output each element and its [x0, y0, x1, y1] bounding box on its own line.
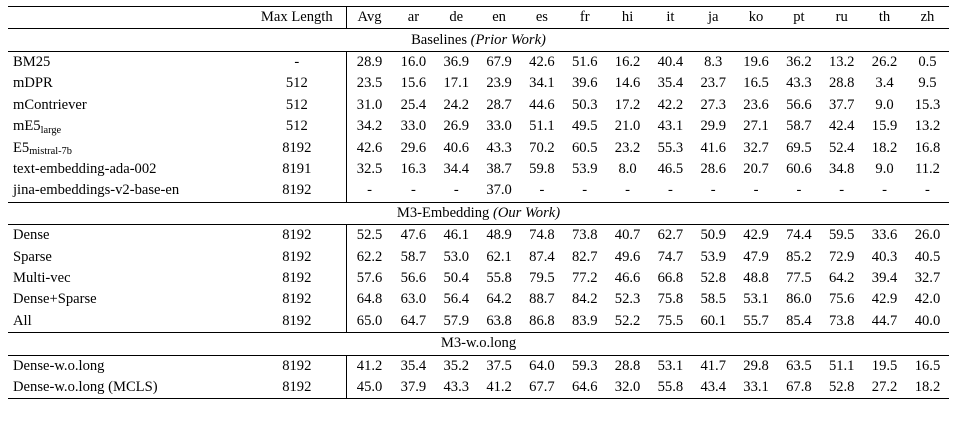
cell-max-length: 8192 [282, 248, 312, 265]
header-lang-th: th [863, 7, 906, 29]
table-header [8, 7, 949, 29]
cell-score-de: 26.9 [443, 118, 470, 135]
cell-score-de: 24.2 [443, 96, 470, 113]
cell-score-de: 40.6 [443, 139, 470, 156]
cell-score-it: - [667, 182, 673, 199]
cell-model-name: mContriever [13, 96, 87, 113]
cell-score-it: 55.3 [657, 139, 684, 156]
model-name-base: mE5 [13, 118, 41, 135]
cell-score-en: 23.9 [486, 75, 512, 92]
cell-score-ko: 47.9 [743, 248, 769, 265]
cell-score-en: 63.8 [486, 312, 512, 329]
cell-score-pt: 67.8 [777, 377, 820, 399]
cell-score-de: 56.4 [443, 291, 470, 308]
cell-max-length: - [248, 51, 347, 73]
cell-score-pt: 86.0 [786, 291, 812, 308]
cell-score-ko: - [753, 182, 759, 199]
cell-model-name: Dense-w.o.long (MCLS) [8, 377, 248, 399]
cell-score-th: 33.6 [863, 225, 906, 247]
cell-score-ru: 52.8 [820, 377, 863, 399]
header-lang-pt: pt [777, 7, 820, 29]
cell-score-ko: 53.1 [743, 291, 769, 308]
cell-max-length: 8192 [248, 377, 347, 399]
cell-score-hi: 17.2 [614, 96, 641, 113]
table-row [8, 355, 949, 377]
table-row [8, 246, 949, 267]
cell-score-pt: 60.6 [786, 160, 812, 177]
cell-score-fr: 39.6 [571, 75, 598, 92]
cell-score-ko: 20.7 [743, 160, 769, 177]
cell-score-hi: 32.0 [606, 377, 649, 399]
cell-score-en: 41.2 [478, 377, 521, 399]
cell-model-name: Dense+Sparse [13, 291, 97, 308]
cell-score-ru: - [839, 182, 845, 199]
cell-score-ru: 51.1 [820, 355, 863, 377]
cell-score-hi: 16.2 [606, 51, 649, 73]
cell-model-name: jina-embeddings-v2-base-en [13, 182, 180, 199]
cell-score-fr: 77.2 [571, 269, 598, 286]
cell-score-pt: 63.5 [777, 355, 820, 377]
cell-score-es: 64.0 [521, 355, 564, 377]
table-row [8, 51, 949, 73]
cell-score-zh: 15.3 [914, 96, 941, 113]
cell-score-hi: 21.0 [614, 118, 641, 135]
cell-score-hi: 49.6 [614, 248, 641, 265]
cell-score-ru: 52.4 [828, 139, 855, 156]
cell-score-ar: 58.7 [400, 248, 427, 265]
model-name-base: E5 [13, 139, 30, 156]
cell-score-fr: 84.2 [571, 291, 598, 308]
cell-score-pt: 56.6 [786, 96, 812, 113]
cell-score-ko: 29.8 [735, 355, 778, 377]
header-lang-it: it [649, 7, 692, 29]
cell-max-length: 8192 [248, 355, 347, 377]
table-row [8, 137, 949, 158]
table-row [8, 180, 949, 202]
cell-score-fr: 82.7 [571, 248, 598, 265]
cell-score-ja: 60.1 [700, 312, 726, 329]
cell-model-name: Sparse [13, 248, 52, 265]
cell-score-fr: 51.6 [563, 51, 606, 73]
cell-score-avg: 65.0 [347, 311, 392, 333]
section-header-row [8, 29, 949, 51]
cell-score-th: 39.4 [871, 269, 898, 286]
cell-score-zh: 26.0 [906, 225, 949, 247]
cell-score-fr: 53.9 [571, 160, 598, 177]
cell-score-ru: 64.2 [828, 269, 855, 286]
table-row [8, 289, 949, 310]
cell-score-en: 62.1 [486, 248, 512, 265]
cell-score-pt: 36.2 [777, 51, 820, 73]
cell-score-it: 74.7 [657, 248, 684, 265]
header-model [8, 7, 248, 29]
cell-score-zh: 16.8 [914, 139, 941, 156]
cell-model-name: Dense-w.o.long [8, 355, 248, 377]
cell-score-ar: 16.3 [400, 160, 427, 177]
cell-score-es: 59.8 [529, 160, 555, 177]
cell-score-it: 66.8 [657, 269, 684, 286]
cell-score-avg: 32.5 [347, 159, 392, 180]
model-name-subscript: mistral-7b [29, 146, 72, 158]
cell-score-hi: 14.6 [614, 75, 641, 92]
cell-score-avg: 41.2 [347, 355, 392, 377]
cell-max-length: 512 [285, 118, 308, 135]
cell-score-avg: 31.0 [347, 95, 392, 116]
cell-score-ru: 42.4 [828, 118, 855, 135]
cell-score-ru: 59.5 [820, 225, 863, 247]
cell-score-en: 43.3 [486, 139, 512, 156]
cell-score-th: 44.7 [871, 312, 898, 329]
cell-score-es: - [539, 182, 545, 199]
cell-score-th: 19.5 [863, 355, 906, 377]
cell-score-pt: 43.3 [786, 75, 812, 92]
cell-max-length: 8192 [282, 312, 312, 329]
cell-score-ja: 8.3 [692, 51, 735, 73]
cell-score-de: 34.4 [443, 160, 470, 177]
cell-score-pt: 77.5 [786, 269, 812, 286]
cell-score-en: 28.7 [486, 96, 512, 113]
cell-score-de: 17.1 [443, 75, 470, 92]
section-header-row [8, 202, 949, 224]
header-lang-ar: ar [392, 7, 435, 29]
section-label-note: (Prior Work) [470, 31, 546, 48]
cell-max-length: 8192 [282, 139, 312, 156]
cell-score-ru: 73.8 [828, 312, 855, 329]
cell-score-ko: 42.9 [735, 225, 778, 247]
cell-model-name: All [13, 312, 32, 329]
section-label-main: Baselines [411, 31, 467, 48]
cell-score-hi: 46.6 [614, 269, 641, 286]
cell-score-zh: - [925, 182, 930, 199]
cell-score-hi: 28.8 [606, 355, 649, 377]
cell-score-de: 50.4 [443, 269, 470, 286]
cell-score-ko: 32.7 [743, 139, 769, 156]
cell-score-de: 43.3 [435, 377, 478, 399]
cell-score-ja: 23.7 [700, 75, 726, 92]
cell-score-zh: 16.5 [906, 355, 949, 377]
cell-score-ja: 58.5 [700, 291, 726, 308]
cell-score-hi: 8.0 [618, 160, 637, 177]
cell-score-fr: - [582, 182, 588, 199]
section-label-note: (Our Work) [492, 204, 561, 221]
cell-score-ja: - [710, 182, 716, 199]
cell-score-fr: 60.5 [571, 139, 598, 156]
cell-score-zh: 13.2 [914, 118, 941, 135]
header-avg: Avg [347, 7, 392, 29]
cell-score-zh: 40.0 [914, 312, 941, 329]
cell-score-avg: 64.8 [347, 289, 392, 310]
table-row [8, 73, 949, 94]
cell-score-pt: 58.7 [786, 118, 812, 135]
cell-score-avg: 52.5 [347, 225, 392, 247]
cell-score-it: 46.5 [657, 160, 684, 177]
cell-score-hi: 23.2 [614, 139, 641, 156]
cell-score-fr: 83.9 [571, 312, 598, 329]
cell-score-th: 15.9 [871, 118, 898, 135]
cell-score-de: 46.1 [435, 225, 478, 247]
cell-score-de: 35.2 [435, 355, 478, 377]
section-label [8, 333, 949, 355]
cell-score-es: 51.1 [529, 118, 555, 135]
header-lang-de: de [435, 7, 478, 29]
cell-score-ko: 55.7 [743, 312, 769, 329]
table-body [8, 29, 949, 399]
cell-max-length: 8191 [282, 160, 312, 177]
cell-score-th: 9.0 [875, 160, 894, 177]
cell-score-th: 27.2 [863, 377, 906, 399]
table-row [8, 159, 949, 180]
cell-score-it: 53.1 [649, 355, 692, 377]
cell-score-es: 74.8 [521, 225, 564, 247]
cell-score-it: 43.1 [657, 118, 684, 135]
cell-score-zh: 42.0 [914, 291, 941, 308]
cell-score-avg: 42.6 [347, 137, 392, 158]
cell-score-th: 18.2 [871, 139, 898, 156]
cell-max-length: 8192 [282, 291, 312, 308]
section-header-row [8, 333, 949, 355]
cell-score-fr: 49.5 [571, 118, 598, 135]
cell-score-de: 57.9 [443, 312, 470, 329]
cell-score-ko: 23.6 [743, 96, 769, 113]
table-row [8, 225, 949, 247]
cell-score-ru: 72.9 [828, 248, 855, 265]
cell-score-ko: 19.6 [735, 51, 778, 73]
cell-model-name: Dense [8, 225, 248, 247]
cell-score-pt: 85.2 [786, 248, 812, 265]
header-lang-fr: fr [563, 7, 606, 29]
cell-score-es: 87.4 [529, 248, 555, 265]
cell-score-zh: 18.2 [906, 377, 949, 399]
cell-model-name: mDPR [13, 75, 53, 92]
section-label [8, 29, 949, 51]
cell-score-th: 40.3 [871, 248, 898, 265]
cell-score-en: 33.0 [486, 118, 512, 135]
cell-score-th: 3.4 [875, 75, 894, 92]
cell-score-ru: 34.8 [828, 160, 855, 177]
cell-score-th: 26.2 [863, 51, 906, 73]
cell-score-ar: 33.0 [400, 118, 427, 135]
cell-score-ja: 27.3 [700, 96, 726, 113]
cell-score-it: 55.8 [649, 377, 692, 399]
cell-score-avg: 28.9 [347, 51, 392, 73]
cell-score-it: 40.4 [649, 51, 692, 73]
cell-score-ja: 43.4 [692, 377, 735, 399]
cell-score-pt: 69.5 [786, 139, 812, 156]
cell-model-name [8, 137, 248, 158]
cell-score-hi: 40.7 [606, 225, 649, 247]
cell-score-it: 42.2 [657, 96, 684, 113]
header-lang-ja: ja [692, 7, 735, 29]
cell-score-en: 55.8 [486, 269, 512, 286]
cell-score-it: 75.8 [657, 291, 684, 308]
cell-score-ja: 41.6 [700, 139, 726, 156]
cell-score-avg: - [347, 180, 392, 202]
cell-score-avg: 62.2 [347, 246, 392, 267]
cell-score-ko: 16.5 [743, 75, 769, 92]
table-row [8, 116, 949, 137]
header-lang-es: es [521, 7, 564, 29]
cell-score-hi: 52.3 [614, 291, 641, 308]
cell-score-ar: 47.6 [392, 225, 435, 247]
cell-score-th: - [882, 182, 887, 199]
cell-score-ru: 37.7 [828, 96, 855, 113]
cell-score-es: 67.7 [521, 377, 564, 399]
cell-score-ar: 15.6 [400, 75, 427, 92]
cell-score-en: 48.9 [478, 225, 521, 247]
cell-score-ar: 25.4 [400, 96, 427, 113]
cell-score-en: 37.0 [486, 182, 512, 199]
cell-max-length: 8192 [282, 182, 312, 199]
cell-score-avg: 34.2 [347, 116, 392, 137]
cell-score-pt: - [796, 182, 802, 199]
cell-score-ar: 56.6 [400, 269, 427, 286]
cell-score-pt: 74.4 [777, 225, 820, 247]
cell-score-ar: 16.0 [392, 51, 435, 73]
cell-score-th: 42.9 [871, 291, 898, 308]
cell-score-es: 88.7 [529, 291, 555, 308]
cell-score-es: 42.6 [521, 51, 564, 73]
cell-max-length: 8192 [248, 225, 347, 247]
header-row [8, 7, 949, 29]
cell-score-ar: 35.4 [392, 355, 435, 377]
cell-score-es: 34.1 [529, 75, 555, 92]
cell-score-ja: 28.6 [700, 160, 726, 177]
cell-model-name: Multi-vec [13, 269, 71, 286]
cell-score-avg: 45.0 [347, 377, 392, 399]
cell-score-ko: 48.8 [743, 269, 769, 286]
cell-score-es: 86.8 [529, 312, 555, 329]
cell-score-avg: 57.6 [347, 268, 392, 289]
cell-score-ar: 63.0 [400, 291, 427, 308]
cell-score-ar: 64.7 [400, 312, 427, 329]
cell-score-ru: 75.6 [828, 291, 855, 308]
cell-score-de: 36.9 [435, 51, 478, 73]
cell-score-en: 38.7 [486, 160, 512, 177]
table-row [8, 95, 949, 116]
cell-score-fr: 59.3 [563, 355, 606, 377]
cell-model-name: BM25 [8, 51, 248, 73]
cell-model-name: text-embedding-ada-002 [13, 160, 157, 177]
section-label-main: M3-w.o.long [440, 335, 517, 352]
header-max-length: Max Length [248, 7, 347, 29]
cell-model-name [8, 116, 248, 137]
cell-score-zh: 11.2 [914, 160, 940, 177]
cell-score-th: 9.0 [875, 96, 894, 113]
cell-score-fr: 64.6 [563, 377, 606, 399]
cell-score-ar: 29.6 [400, 139, 427, 156]
cell-score-avg: 23.5 [347, 73, 392, 94]
cell-score-ar: 37.9 [392, 377, 435, 399]
cell-score-ja: 52.8 [700, 269, 726, 286]
cell-score-ja: 53.9 [700, 248, 726, 265]
section-label [8, 202, 949, 224]
table-row [8, 377, 949, 399]
cell-score-it: 75.5 [657, 312, 684, 329]
table-row [8, 311, 949, 333]
cell-score-pt: 85.4 [786, 312, 812, 329]
cell-max-length: 512 [285, 96, 308, 113]
cell-score-de: - [453, 182, 459, 199]
cell-max-length: 8192 [282, 269, 312, 286]
cell-score-fr: 73.8 [563, 225, 606, 247]
cell-score-es: 70.2 [529, 139, 555, 156]
cell-score-hi: - [625, 182, 630, 199]
cell-score-ar: - [410, 182, 416, 199]
cell-score-ru: 13.2 [820, 51, 863, 73]
header-lang-ko: ko [735, 7, 778, 29]
cell-score-ja: 50.9 [692, 225, 735, 247]
cell-max-length: 512 [285, 75, 308, 92]
cell-score-hi: 52.2 [614, 312, 641, 329]
cell-score-it: 35.4 [657, 75, 684, 92]
cell-score-es: 44.6 [529, 96, 555, 113]
cell-score-ja: 41.7 [692, 355, 735, 377]
cell-score-zh: 0.5 [906, 51, 949, 73]
header-lang-hi: hi [606, 7, 649, 29]
cell-score-ko: 33.1 [735, 377, 778, 399]
cell-score-en: 64.2 [486, 291, 512, 308]
cell-score-zh: 40.5 [914, 248, 941, 265]
cell-score-it: 62.7 [649, 225, 692, 247]
section-label-main: M3-Embedding [396, 204, 490, 221]
cell-score-zh: 32.7 [914, 269, 941, 286]
cell-score-en: 37.5 [478, 355, 521, 377]
model-name-subscript: large [40, 124, 62, 136]
cell-score-ja: 29.9 [700, 118, 726, 135]
cell-score-ru: 28.8 [828, 75, 855, 92]
header-lang-en: en [478, 7, 521, 29]
header-lang-zh: zh [906, 7, 949, 29]
cell-score-es: 79.5 [529, 269, 555, 286]
cell-score-fr: 50.3 [571, 96, 598, 113]
cell-score-ko: 27.1 [743, 118, 769, 135]
cell-score-de: 53.0 [443, 248, 470, 265]
results-table [8, 6, 949, 399]
cell-score-en: 67.9 [478, 51, 521, 73]
header-lang-ru: ru [820, 7, 863, 29]
table-row [8, 268, 949, 289]
cell-score-zh: 9.5 [918, 75, 937, 92]
